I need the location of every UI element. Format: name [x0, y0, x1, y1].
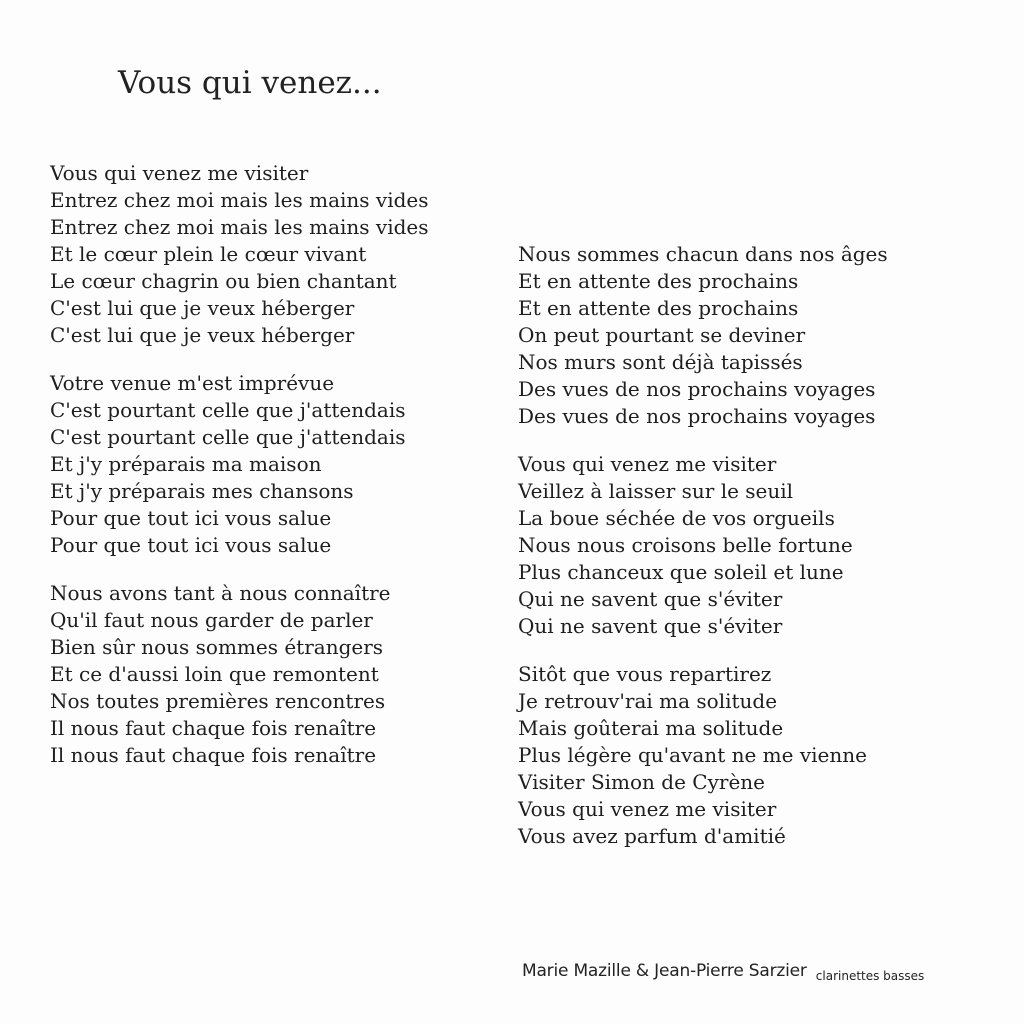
lyric-line: Visiter Simon de Cyrène: [518, 770, 765, 794]
lyric-line: La boue séchée de vos orgueils: [518, 506, 835, 530]
lyric-line: Nous nous croisons belle fortune: [518, 533, 853, 557]
stanza: [50, 160, 429, 349]
lyric-line: Plus légère qu'avant ne me vienne: [518, 743, 867, 767]
lyric-line: Entrez chez moi mais les mains vides: [50, 215, 429, 239]
lyric-line: Et j'y préparais mes chansons: [50, 479, 354, 503]
lyric-line: Votre venue m'est imprévue: [50, 371, 335, 395]
lyric-line: Et le cœur plein le cœur vivant: [50, 242, 367, 266]
lyric-line: Mais goûterai ma solitude: [518, 716, 784, 740]
performer-role: clarinettes basses: [815, 969, 925, 983]
song-title: Vous qui venez...: [118, 65, 382, 101]
stanza: [50, 370, 429, 559]
lyric-line: Sitôt que vous repartirez: [518, 662, 772, 686]
lyric-line: C'est lui que je veux héberger: [50, 323, 355, 347]
lyric-line: Vous qui venez me visiter: [50, 161, 309, 185]
lyric-line: Vous qui venez me visiter: [518, 452, 777, 476]
lyric-line: On peut pourtant se deviner: [518, 323, 806, 347]
lyric-line: Pour que tout ici vous salue: [50, 506, 332, 530]
lyric-line: Vous qui venez me visiter: [518, 797, 777, 821]
stanza: [518, 661, 888, 850]
lyric-line: Nos toutes premières rencontres: [50, 689, 386, 713]
lyrics-column-left: [50, 160, 429, 790]
lyrics-column-right: [518, 241, 888, 871]
stanza: [518, 241, 888, 430]
lyric-line: Le cœur chagrin ou bien chantant: [50, 269, 397, 293]
stanza: [518, 451, 888, 640]
lyric-line: Vous avez parfum d'amitié: [518, 824, 786, 848]
lyric-line: Et en attente des prochains: [518, 269, 799, 293]
lyric-line: Il nous faut chaque fois renaître: [50, 716, 377, 740]
lyric-line: Pour que tout ici vous salue: [50, 533, 332, 557]
lyric-line: Entrez chez moi mais les mains vides: [50, 188, 429, 212]
performer-names: Marie Mazille & Jean-Pierre Sarzier: [522, 961, 807, 981]
lyric-line: Qui ne savent que s'éviter: [518, 614, 783, 638]
lyric-line: Je retrouv'rai ma solitude: [518, 689, 778, 713]
lyric-line: C'est pourtant celle que j'attendais: [50, 425, 406, 449]
lyric-line: Et en attente des prochains: [518, 296, 799, 320]
lyric-line: Des vues de nos prochains voyages: [518, 377, 876, 401]
lyric-line: C'est pourtant celle que j'attendais: [50, 398, 406, 422]
lyric-line: Et ce d'aussi loin que remontent: [50, 662, 379, 686]
lyric-line: Des vues de nos prochains voyages: [518, 404, 876, 428]
lyric-line: Bien sûr nous sommes étrangers: [50, 635, 384, 659]
lyric-line: C'est lui que je veux héberger: [50, 296, 355, 320]
lyric-line: Plus chanceux que soleil et lune: [518, 560, 844, 584]
lyric-line: Et j'y préparais ma maison: [50, 452, 322, 476]
lyric-line: Veillez à laisser sur le seuil: [518, 479, 794, 503]
lyric-line: Qu'il faut nous garder de parler: [50, 608, 373, 632]
lyric-line: Nous sommes chacun dans nos âges: [518, 242, 888, 266]
lyric-line: Il nous faut chaque fois renaître: [50, 743, 377, 767]
lyric-line: Nous avons tant à nous connaître: [50, 581, 391, 605]
lyric-line: Qui ne savent que s'éviter: [518, 587, 783, 611]
lyric-line: Nos murs sont déjà tapissés: [518, 350, 803, 374]
credits: [522, 961, 924, 981]
stanza: [50, 580, 429, 769]
